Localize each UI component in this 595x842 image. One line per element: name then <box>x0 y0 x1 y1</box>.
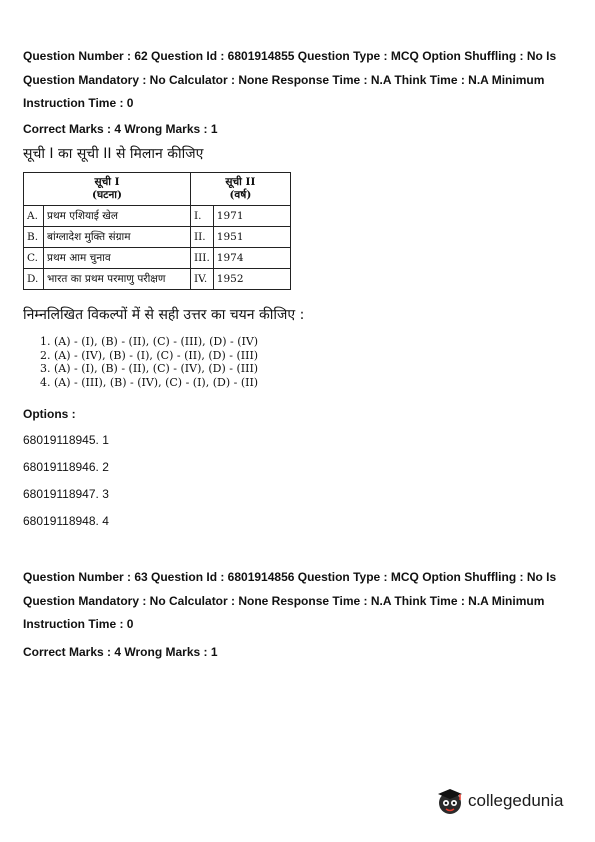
graduate-mascot-icon <box>435 786 465 816</box>
matching-table <box>23 172 291 290</box>
row-num: II. <box>191 227 214 248</box>
logo-text: collegedunia <box>468 791 564 810</box>
row-num: III. <box>191 248 214 269</box>
table-row <box>24 227 291 248</box>
row-key: C. <box>24 248 44 269</box>
q62-marks: Correct Marks : 4 Wrong Marks : 1 <box>23 122 218 136</box>
q62-choices <box>40 335 258 389</box>
collegedunia-logo <box>435 786 563 816</box>
choice-3: 3. (A) - (I), (B) - (II), (C) - (IV), (D) - (III) <box>40 362 259 375</box>
table-header-row <box>24 173 291 206</box>
row-year: 1952 <box>213 269 290 290</box>
q63-header: Question Number : 63 Question Id : 6801914856 Question Type : MCQ Option Shuffling : No Is Question Mandatory : No Calculator : None Response Time : N.A Think Time : N.A Minimum Instruction Time : 0 <box>23 570 557 631</box>
option-4: 68019118948. 4 <box>23 514 109 528</box>
option-3: 68019118947. 3 <box>23 487 109 501</box>
row-event: बांग्लादेश मुक्ति संग्राम <box>44 227 191 248</box>
row-key: D. <box>24 269 44 290</box>
row-num: I. <box>191 206 214 227</box>
row-event: भारत का प्रथम परमाणु परीक्षण <box>44 269 191 290</box>
table-row <box>24 248 291 269</box>
table-row <box>24 206 291 227</box>
q62-prompt: निम्नलिखित विकल्पों में से सही उत्तर का चयन कीजिए : <box>23 307 305 323</box>
row-event: प्रथम आम चुनाव <box>44 248 191 269</box>
row-event: प्रथम एशियाई खेल <box>44 206 191 227</box>
list-2-header <box>191 173 291 206</box>
options-label: Options : <box>23 407 76 421</box>
row-year: 1971 <box>213 206 290 227</box>
choice-4: 4. (A) - (III), (B) - (IV), (C) - (I), (D) - (II) <box>40 375 259 389</box>
table-row <box>24 269 291 290</box>
list-1-subtitle: (घटना) <box>92 189 122 201</box>
choice-1: 1. (A) - (I), (B) - (II), (C) - (III), (D) - (IV) <box>40 335 259 348</box>
list-2-title: सूची II <box>225 176 256 188</box>
choice-2: 2. (A) - (IV), (B) - (I), (C) - (II), (D) - (III) <box>40 348 259 362</box>
row-key: B. <box>24 227 44 248</box>
row-year: 1951 <box>213 227 290 248</box>
q62-header: Question Number : 62 Question Id : 6801914855 Question Type : MCQ Option Shuffling : No Is Question Mandatory : No Calculator : None Response Time : N.A Think Time : N.A Minimum Instruction Time : 0 <box>23 49 557 110</box>
list-1-header <box>24 173 191 206</box>
row-year: 1974 <box>213 248 290 269</box>
list-2-subtitle: (वर्ष) <box>229 189 252 201</box>
row-key: A. <box>24 206 44 227</box>
row-num: IV. <box>191 269 214 290</box>
option-1: 68019118945. 1 <box>23 433 109 447</box>
q62-instruction: सूची I का सूची II से मिलान कीजिए <box>23 146 204 162</box>
q63-marks: Correct Marks : 4 Wrong Marks : 1 <box>23 645 218 659</box>
option-2: 68019118946. 2 <box>23 460 109 474</box>
list-1-title: सूची I <box>94 176 120 188</box>
